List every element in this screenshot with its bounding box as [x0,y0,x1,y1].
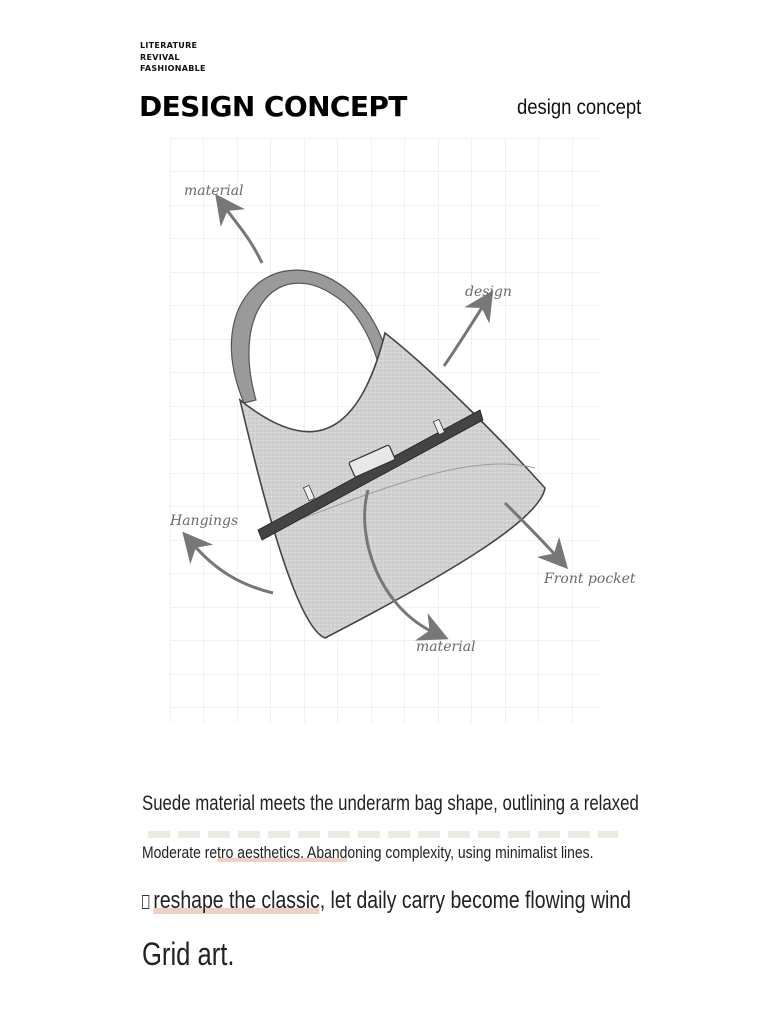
body-line-2 [142,843,593,863]
body-line-2-end: oning complexity, using minimalist lines. [347,843,594,862]
body-line-1: Suede material meets the underarm bag shape, outlining a relaxed [142,792,639,815]
body-line-3-highlight: reshape the classic [153,887,320,914]
page-subtitle: design concept [517,96,642,119]
annotation-material-bottom: material [416,639,476,655]
kicker-line: REVIVAL [140,52,180,62]
missing-glyph-icon [142,895,149,909]
closing-text: Grid art. [142,936,235,972]
body-line-2-highlight: tro aesthetics. Aband [217,843,348,862]
annotation-hangings: Hangings [170,513,239,529]
annotation-front-pocket: Front pocket [544,571,636,587]
kicker-tagline [140,40,206,75]
annotation-design: design [465,284,512,300]
body-line-2-start: Moderate re [142,843,218,862]
page-title: DESIGN CONCEPT [139,90,407,123]
body-line-3 [142,887,631,915]
concept-sketch [160,138,636,728]
bag-concept-figure [160,138,636,728]
kicker-line: LITERATURE [140,41,198,50]
annotation-material-top: material [184,183,244,199]
kicker-line: FASHIONABLE [140,64,206,73]
faded-text-strip [148,831,618,838]
body-line-3-end: , let daily carry become flowing wind [319,887,631,914]
